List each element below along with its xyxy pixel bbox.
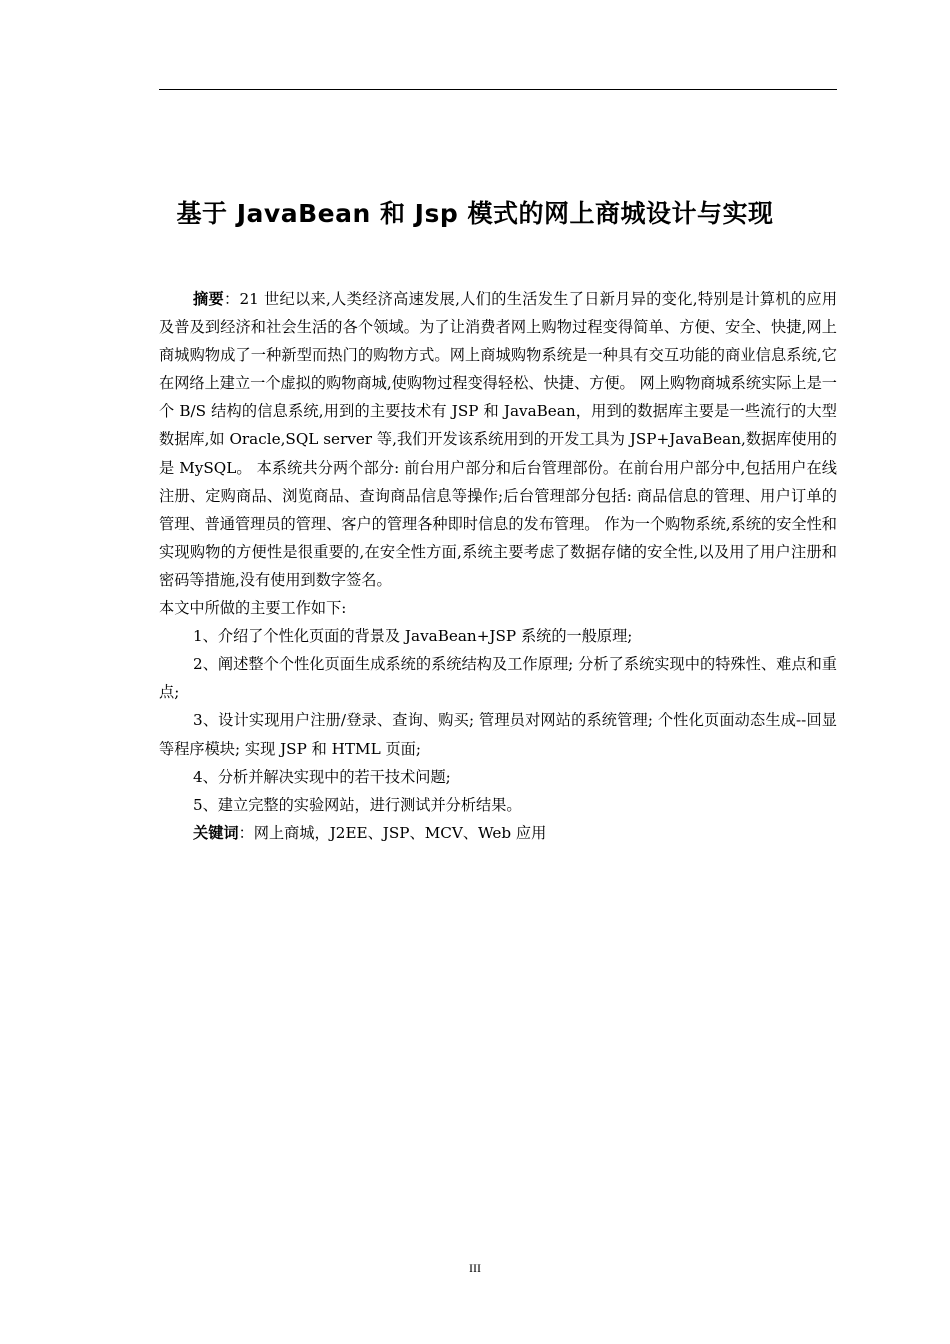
- keywords-paragraph: [159, 819, 837, 847]
- abstract-separator: ：: [224, 290, 240, 308]
- abstract-text: 21 世纪以来,人类经济高速发展,人们的生活发生了日新月异的变化,特别是计算机的应用及普及到经济和社会生活的各个领域。为了让消费者网上购物过程变得简单、方便、安全、快捷,网上商城购物成了一种新型而热门的购物方式。网上商城购物系统是一种具有交互功能的商业信息系统,它在网络上建立一个虚拟的购物商城,使购物过程变得轻松、快捷、方便。 网上购物商城系统实际上是一个 B/S 结构的信息系统,用到的主要技术有 JSP 和 JavaBean，用到的数据库主要是一些流行的大型数据库,如 Oracle,SQL server 等,我们开发该系统用到的开发工具为 JSP+JavaBean,数据库使用的是 MySQL。 本系统共分两个部分: 前台用户部分和后台管理部份。在前台用户部分中,包括用户在线注册、定购商品、浏览商品、查询商品信息等操作;后台管理部分包括: 商品信息的管理、用户订单的管理、普通管理员的管理、客户的管理各种即时信息的发布管理。 作为一个购物系统,系统的安全性和实现购物的方便性是很重要的,在安全性方面,系统主要考虑了数据存储的安全性,以及用了用户注册和密码等措施,没有使用到数字签名。: [159, 290, 838, 589]
- abstract-label: 摘要: [193, 290, 224, 308]
- page-number: III: [469, 1261, 481, 1275]
- document-body: [159, 285, 837, 847]
- work-item-4: 4、分析并解决实现中的若干技术问题;: [193, 767, 451, 786]
- work-item-2: 2、阐述整个个性化页面生成系统的系统结构及工作原理; 分析了系统实现中的特殊性、难点和重点;: [159, 655, 837, 702]
- document-title: 基于 JavaBean 和 Jsp 模式的网上商城设计与实现: [176, 198, 774, 228]
- work-item-3: 3、设计实现用户注册/登录、查询、购买; 管理员对网站的系统管理; 个性化页面动态生成--回显等程序模块; 实现 JSP 和 HTML 页面;: [159, 711, 837, 758]
- keywords-text: 网上商城，J2EE、JSP、MCV、Web 应用: [253, 823, 547, 842]
- work-item-5: 5、建立完整的实验网站，进行测试并分析结果。: [193, 795, 522, 814]
- header-rule: [159, 89, 837, 90]
- abstract-paragraph: [159, 285, 837, 594]
- keywords-separator: ：: [238, 823, 254, 842]
- work-item-1: 1、介绍了个性化页面的背景及 JavaBean+JSP 系统的一般原理;: [193, 627, 633, 646]
- keywords-label: 关键词: [193, 823, 239, 842]
- work-intro: 本文中所做的主要工作如下:: [159, 599, 347, 618]
